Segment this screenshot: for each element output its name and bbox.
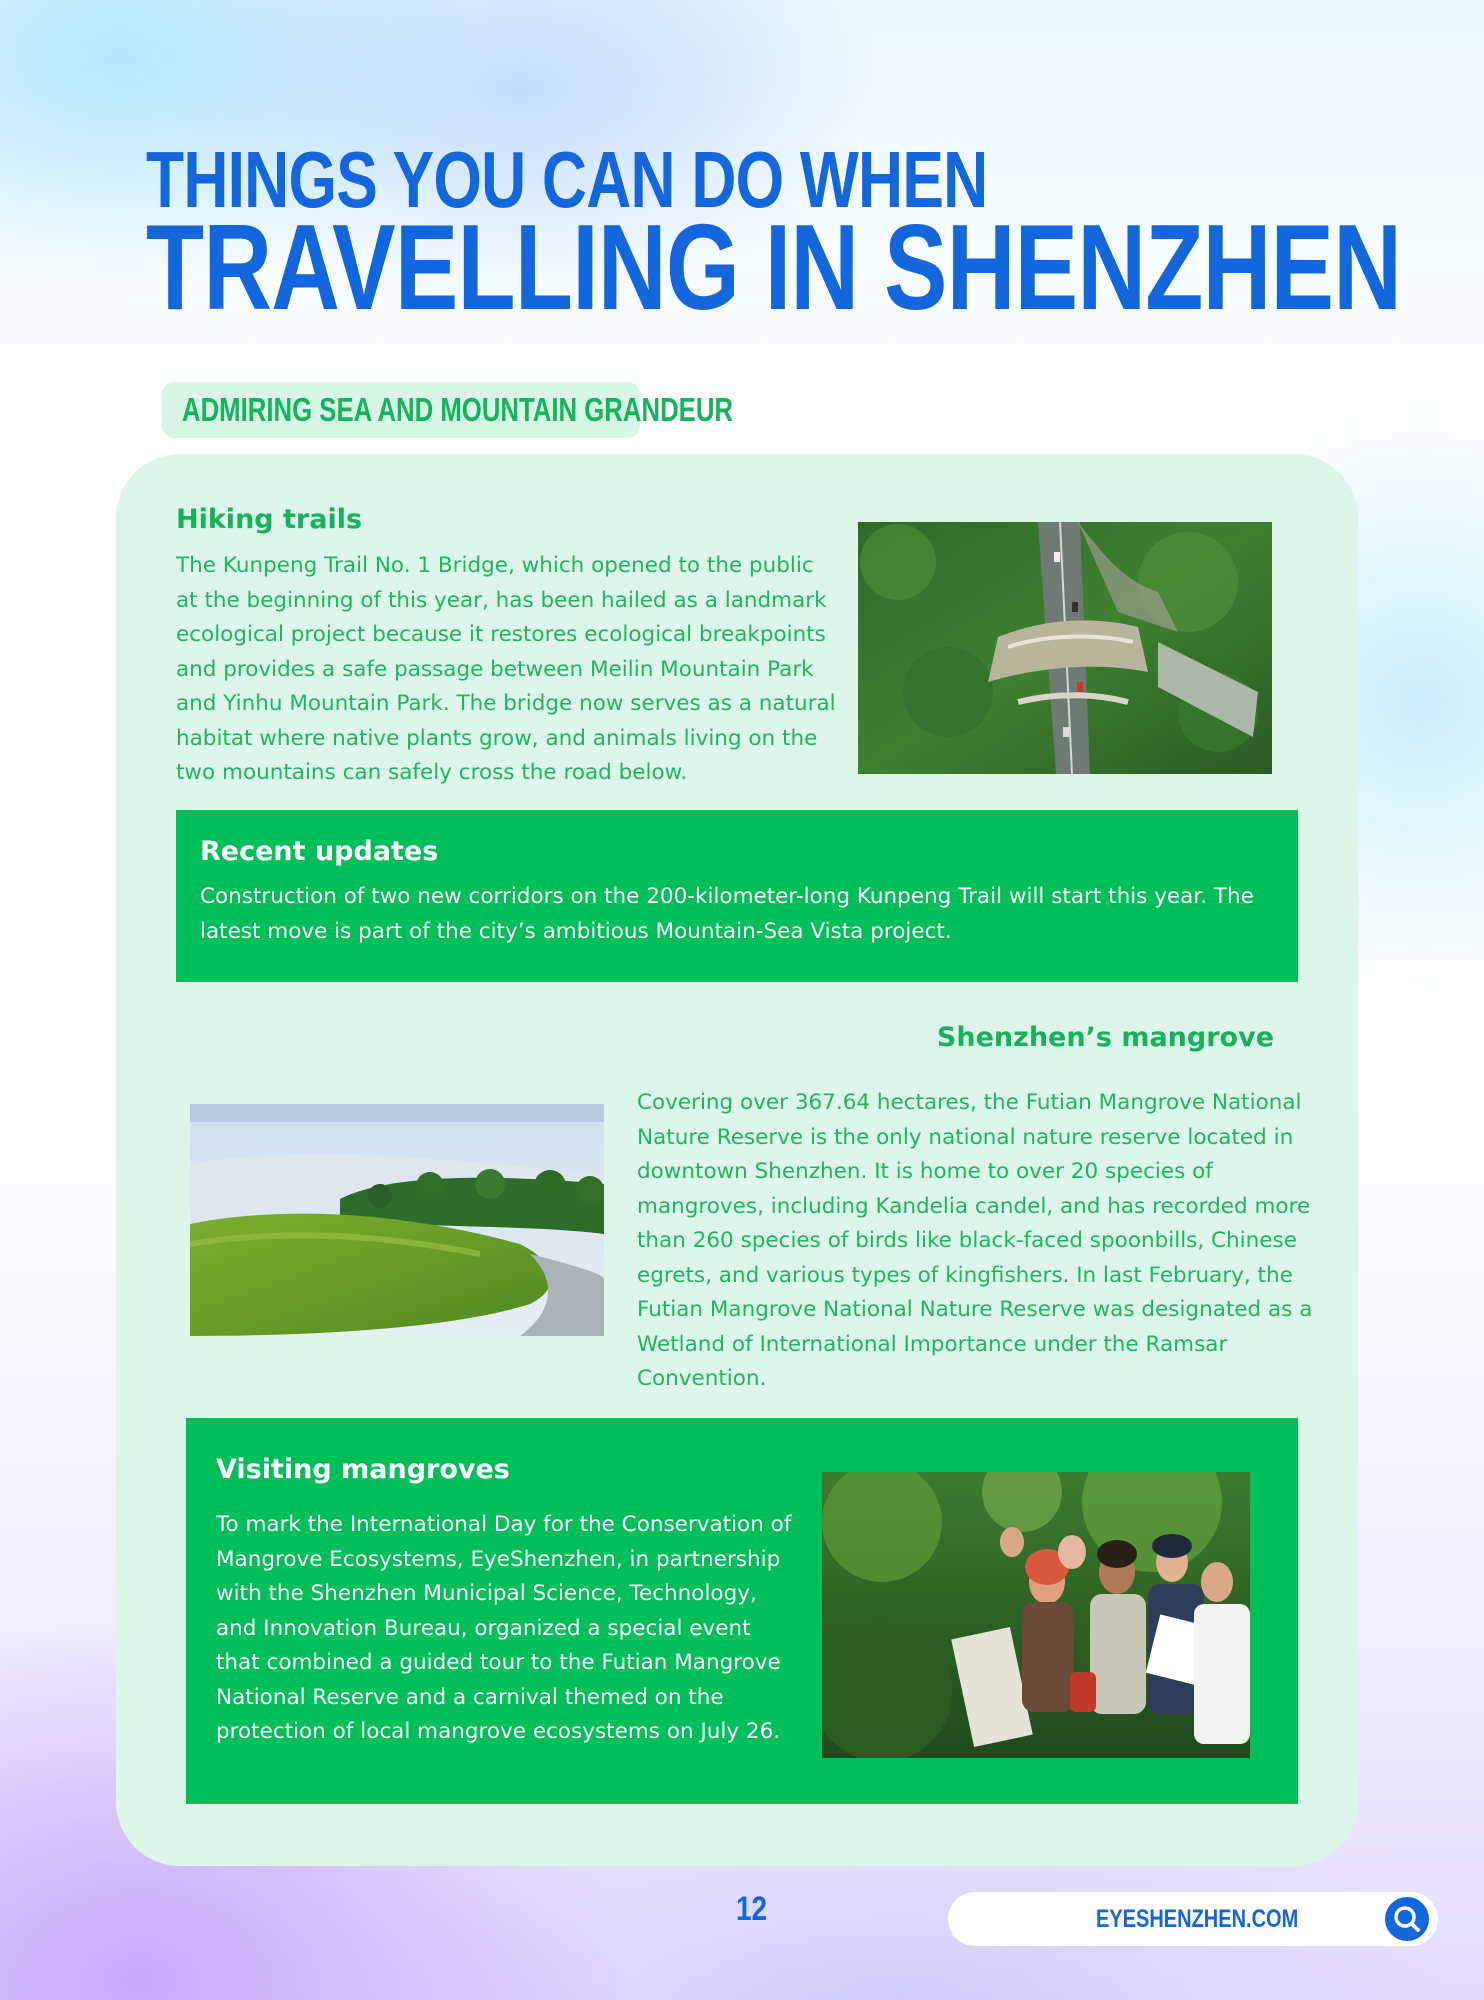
hiking-body: The Kunpeng Trail No. 1 Bridge, which opened to the public at the beginning of this year, has been hailed as a landmark ecological project because it restores ecological breakpoints and provides a safe passage between Meilin Mountain Park and Yinhu Mountain Park. The bridge now serves as a natural habitat where native plants grow, and animals living on the two mountains can safely cross the road below.: [176, 553, 836, 785]
recent-updates-body: Construction of two new corridors on the 200-kilometer-long Kunpeng Trail will start this year. The latest move is part of the city’s ambitious Mountain-Sea Vista project.: [200, 884, 1254, 944]
mangrove-aerial-photo: [190, 1104, 604, 1336]
mangrove-body: Covering over 367.64 hectares, the Futian Mangrove National Nature Reserve is the only national nature reserve located in downtown Shenzhen. It is home to over 20 species of mangroves, including Kandelia candel, and has recorded more than 260 species of birds like black-faced spoonbills, Chinese egrets, and various types of kingfishers. In last February, the Futian Mangrove National Nature Reserve was designated as a Wetland of International Importance under the Ramsar Convention.: [637, 1090, 1313, 1391]
page-title-line-1: THINGS YOU CAN DO WHEN: [146, 135, 988, 224]
page-title-line-2: TRAVELLING IN SHENZHEN: [146, 199, 1402, 335]
mangrove-heading: Shenzhen’s mangrove: [936, 1022, 1274, 1053]
website-link-pill[interactable]: [948, 1892, 1438, 1946]
group-tour-photo: [822, 1472, 1250, 1758]
section-label-pill: [162, 382, 734, 438]
content-panel: [116, 454, 1358, 1866]
bridge-aerial-photo: [858, 522, 1272, 774]
visiting-body: To mark the International Day for the Conservation of Mangrove Ecosystems, EyeShenzhen, in partnership with the Shenzhen Municipal Science, Technology, and Innovation Bureau, organized a special event that combined a guided tour to the Futian Mangrove National Reserve and a carnival themed on the protection of local mangrove ecosystems on July 26.: [216, 1512, 792, 1744]
section-label: ADMIRING SEA AND MOUNTAIN GRANDEUR: [182, 391, 734, 428]
recent-updates-box: [176, 810, 1298, 982]
page-number: 12: [736, 1890, 768, 1928]
search-button[interactable]: [1385, 1897, 1429, 1941]
recent-updates-heading: Recent updates: [200, 836, 439, 867]
hiking-heading: Hiking trails: [176, 504, 363, 535]
visiting-heading: Visiting mangroves: [216, 1454, 510, 1485]
website-url[interactable]: EYESHENZHEN.COM: [1096, 1905, 1299, 1933]
search-icon: [1385, 1897, 1429, 1941]
visiting-mangroves-box: [186, 1418, 1298, 1804]
